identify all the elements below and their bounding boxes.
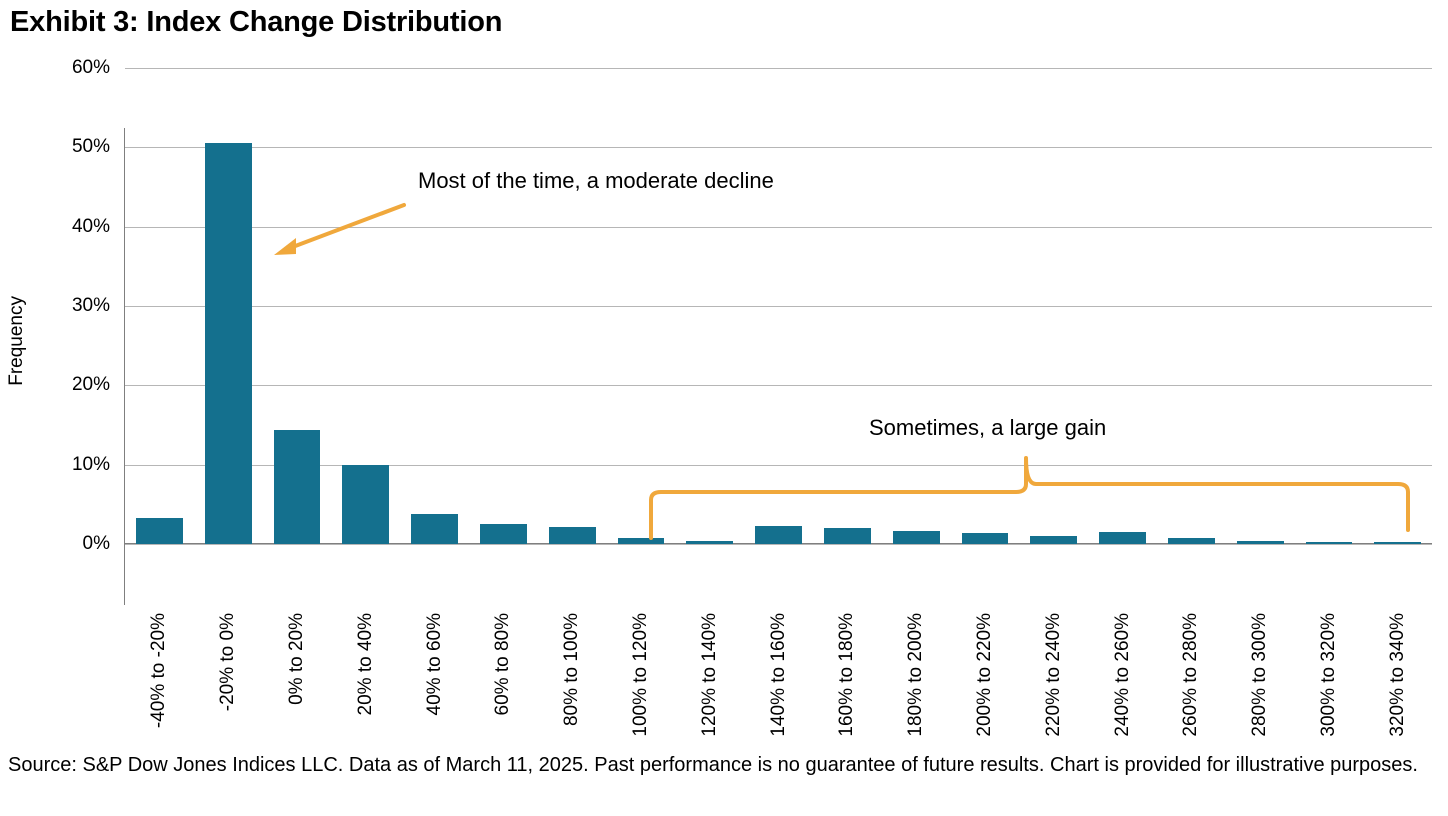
bar-slot xyxy=(744,68,813,544)
bar xyxy=(1168,538,1215,544)
x-tick-slot xyxy=(1019,613,1088,813)
bar-slot xyxy=(331,68,400,544)
bar xyxy=(274,430,321,544)
bar-slot xyxy=(607,68,676,544)
x-tick-slot xyxy=(951,613,1020,813)
annotation-moderate-decline: Most of the time, a moderate decline xyxy=(418,168,774,193)
x-tick-slot xyxy=(538,613,607,813)
x-tick-label: 300% to 320% xyxy=(1317,613,1339,737)
bar xyxy=(342,465,389,544)
x-tick-label: 260% to 280% xyxy=(1180,613,1202,737)
x-axis-ticks xyxy=(125,613,1432,813)
y-tick-label: 30% xyxy=(71,295,110,316)
x-tick-label: -20% to 0% xyxy=(217,613,239,712)
bar-slot xyxy=(194,68,263,544)
y-tick-label: 10% xyxy=(71,453,110,475)
x-tick-label: 100% to 120% xyxy=(629,613,651,737)
x-tick-slot xyxy=(1226,613,1295,813)
y-tick-label: 20% xyxy=(71,374,110,396)
plot-inner xyxy=(125,68,1432,544)
bar-slot xyxy=(1088,68,1157,544)
x-tick-slot xyxy=(1363,613,1432,813)
x-tick-slot xyxy=(675,613,744,813)
y-tick-label: 40% xyxy=(71,215,110,237)
y-tick-label: 0% xyxy=(82,533,110,554)
y-tick-label: 50% xyxy=(71,136,110,158)
x-tick-label: 120% to 140% xyxy=(698,613,720,737)
x-tick-slot xyxy=(1157,613,1226,813)
bar xyxy=(1374,542,1421,544)
annotation-large-gain: Sometimes, a large gain xyxy=(869,415,1107,440)
bar xyxy=(618,538,665,544)
bar xyxy=(136,518,183,544)
x-tick-label: 320% to 340% xyxy=(1386,613,1408,737)
bar-slot xyxy=(263,68,332,544)
y-tick-label: 60% xyxy=(71,57,110,78)
x-tick-slot xyxy=(469,613,538,813)
bar-slot xyxy=(1363,68,1432,544)
chart-plot-area xyxy=(0,57,1448,737)
x-tick-label: 160% to 180% xyxy=(836,613,858,737)
bar-series xyxy=(125,68,1432,544)
x-tick-slot xyxy=(194,613,263,813)
x-tick-label: 240% to 260% xyxy=(1111,613,1133,737)
x-tick-label: 280% to 300% xyxy=(1249,613,1271,737)
y-axis-label: Frequency xyxy=(6,296,27,386)
bar xyxy=(411,514,458,544)
bar-slot xyxy=(882,68,951,544)
bar xyxy=(1237,541,1284,544)
bar xyxy=(686,541,733,544)
x-tick-label: -40% to -20% xyxy=(148,613,170,729)
bar-slot xyxy=(1157,68,1226,544)
bar xyxy=(962,533,1009,544)
x-tick-slot xyxy=(744,613,813,813)
bar xyxy=(824,528,871,544)
x-tick-label: 80% to 100% xyxy=(561,613,583,727)
x-tick-label: 140% to 160% xyxy=(767,613,789,737)
bar xyxy=(1099,532,1146,544)
bar xyxy=(1306,542,1353,544)
bar-slot xyxy=(951,68,1020,544)
x-tick-label: 0% to 20% xyxy=(285,613,307,705)
bar-slot xyxy=(1295,68,1364,544)
source-note: Source: S&P Dow Jones Indices LLC. Data as of March 11, 2025. Past performance is no guarantee of future results. Chart is provided for illustrative purposes. xyxy=(8,754,1418,776)
x-tick-label: 220% to 240% xyxy=(1042,613,1064,737)
bar-slot xyxy=(469,68,538,544)
page-title: Exhibit 3: Index Change Distribution xyxy=(10,6,503,38)
bar-slot xyxy=(1019,68,1088,544)
x-tick-slot xyxy=(1295,613,1364,813)
bar-slot xyxy=(813,68,882,544)
gridline xyxy=(125,544,1432,545)
bar-slot xyxy=(400,68,469,544)
x-tick-label: 20% to 40% xyxy=(354,613,376,716)
bar-slot xyxy=(125,68,194,544)
x-tick-slot xyxy=(607,613,676,813)
x-tick-slot xyxy=(400,613,469,813)
bar xyxy=(205,143,252,544)
x-tick-label: 60% to 80% xyxy=(492,613,514,716)
x-tick-slot xyxy=(882,613,951,813)
bar-slot xyxy=(1226,68,1295,544)
bar xyxy=(549,527,596,544)
x-tick-label: 40% to 60% xyxy=(423,613,445,716)
bar-slot xyxy=(675,68,744,544)
x-tick-slot xyxy=(813,613,882,813)
x-tick-slot xyxy=(1088,613,1157,813)
x-tick-label: 180% to 200% xyxy=(905,613,927,737)
bar xyxy=(480,524,527,544)
x-tick-slot xyxy=(331,613,400,813)
bar xyxy=(1030,536,1077,544)
bar xyxy=(755,526,802,544)
bar-slot xyxy=(538,68,607,544)
bar xyxy=(893,531,940,544)
x-tick-slot xyxy=(125,613,194,813)
x-tick-slot xyxy=(263,613,332,813)
x-tick-label: 200% to 220% xyxy=(973,613,995,737)
